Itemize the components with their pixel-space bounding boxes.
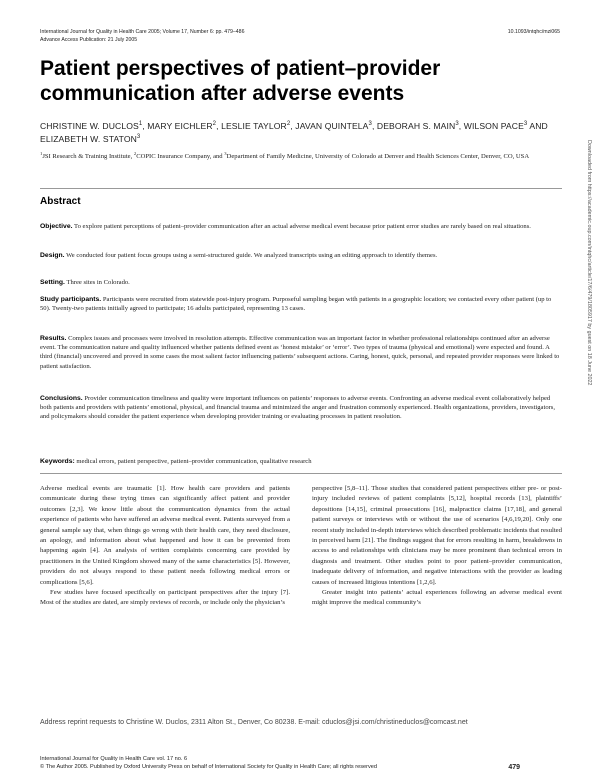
- body-paragraph: perspective [5,8–11]. Those studies that considered patient perspectives either pre- or post-injury included reviews of patient complaints [5,12], hospital records [13], plaintiffs’ depositions [14,15], criminal prosecutions [16], malpractice claims [17,18], and general patient surveys or interviews with or without the use of scenarios [4,6,19,20]. Only one recent study included in-depth interviews which described problematic incidents that resulted in perceived harm [21]. The findings suggest that for errors resulting in harm, breakdowns in access to and relationships with clinicians may be more prominent than technical errors in diagnosis and treatment. Other studies point to poor patient–provider communication, inadequate delivery of information, and negative interactions with the provider as leading causes of increased litigious intentions [1,2,6].: [312, 485, 562, 586]
- page-number: 479: [508, 764, 520, 771]
- divider: [40, 473, 562, 474]
- abstract-design: Design. We conducted four patient focus groups using a semi-structured guide. We analyzed transcripts using an editing approach to identify themes.: [40, 252, 438, 259]
- advance-access-line: Advance Access Publication: 21 July 2005: [40, 37, 138, 43]
- divider: [40, 188, 562, 189]
- author-name: LESLIE TAYLOR: [221, 121, 287, 131]
- abstract-objective: Objective. To explore patient perceptions of patient–provider communication after an actual adverse medical event because prior patient error studies are rarely based on real situations.: [40, 223, 531, 230]
- author-name: CHRISTINE W. DUCLOS: [40, 121, 139, 131]
- doi[interactable]: 10.1093/intqhc/mzi065: [507, 29, 560, 35]
- abstract-participants: Study participants. Participants were recruited from statewide post-injury program. Purposeful sampling began with patients in a geographic location; we contacted every other patient (up to 50). Twenty-two patients initially agreed to participate; 16 adults participated, representing 13 cases.: [40, 296, 552, 313]
- body-paragraph: Adverse medical events are traumatic [1]. How health care providers and patients communicate during these trying times can significantly affect patient and provider outcomes [2,3]. We know little about the communication dynamics from the actual experience of patients who have suffered an adverse medical event. Patients surveyed from a general sample say that, when things go wrong with their health care, they need disclosure, an apology, and information about what happened and how it can be prevented from happening again [4]. An analysis of written complaints concerning care provided by practitioners in the United Kingdom showed many of the same characteristics [5]. However, providers do not always respond to these patient needs following medical errors or complications [5,6].: [40, 485, 290, 586]
- author-name: ELIZABETH W. STATON: [40, 134, 137, 144]
- author-list: CHRISTINE W. DUCLOS$^1$, MARY EICHLER$^2$, LESLIE TAYLOR$^2$, JAVAN QUINTELA$^3$, DEBORAH S. MAIN$^3$, WILSON PACE$^3$ AND ELIZABETH W. STATON$^3$: [40, 121, 548, 144]
- abstract-conclusions: Conclusions. Provider communication timeliness and quality were important influences on patients’ responses to adverse events. Confronting an adverse medical event collaboratively helped both patients and providers with patients’ emotional, physical, and financial trauma and minimized the anger and frustration commonly experienced. Health organizations, providers, investigators, and policymakers should consider the patient experience when developing provider training or evaluating processes in patient resolution.: [40, 395, 556, 421]
- author-name: WILSON PACE: [463, 121, 524, 131]
- affiliations: $^1$JSI Research & Training Institute, $^2$COPIC Insurance Company, and $^3$Department of Family Medicine, University of Colorado at Denver and Health Sciences Center, Denver, CO, USA: [40, 150, 530, 160]
- body-column-left: [40, 484, 290, 609]
- download-notice[interactable]: Downloaded from https://academic.oup.com/intqhc/article/17/6/479/1805917 by guest on 18 June 2022: [586, 140, 592, 386]
- author-name: MARY EICHLER: [147, 121, 213, 131]
- footer-copyright: © The Author 2005. Published by Oxford University Press on behalf of International Society for Quality in Health Care; all rights reserved: [40, 764, 378, 770]
- abstract-keywords: Keywords: medical errors, patient perspective, patient–provider communication, qualitative research: [40, 458, 312, 465]
- author-name: JAVAN QUINTELA: [295, 121, 369, 131]
- download-watermark: [582, 140, 592, 680]
- abstract-setting: Setting. Three sites in Colorado.: [40, 279, 130, 286]
- footer-journal: International Journal for Quality in Health Care vol. 17 no. 6: [40, 756, 188, 762]
- page-footer: [40, 755, 560, 771]
- author-name: DEBORAH S. MAIN: [376, 121, 456, 131]
- body-paragraph: Greater insight into patients’ actual experiences following an adverse medical event might improve the medical community’s: [312, 589, 562, 607]
- abstract-heading: Abstract: [40, 196, 81, 207]
- journal-citation: International Journal for Quality in Health Care 2005; Volume 17, Number 6: pp. 479–486: [40, 29, 245, 35]
- body-column-right: [312, 484, 562, 609]
- abstract-results: Results. Complex issues and processes were involved in resolution attempts. Effective communication was an important factor in whether professional relationships continued after an adverse event. The communication nature and quality influenced whether patients defined event as ‘honest mistake’ or ‘error’. Two types of trauma (physical and emotional) were expected and found. A third (financial) uncovered and proved in some cases the most salient factor influencing patients’ subsequent actions. Caring, honest, quick, personal, and repeated provider responses were linked to patient satisfaction.: [40, 335, 560, 370]
- article-title: Patient perspectives of patient–provider communication after adverse events: [40, 57, 441, 105]
- body-paragraph: Few studies have focused specifically on participant perspectives after the injury [7]. Most of the studies are dated, are simply reviews of records, or include only the physician’s: [40, 589, 290, 607]
- reprint-footnote: Address reprint requests to Christine W. Duclos, 2311 Alton St., Denver, Co 80238. E-mail: cduclos@jsi.com/christineduclos@comcast.net: [40, 719, 468, 726]
